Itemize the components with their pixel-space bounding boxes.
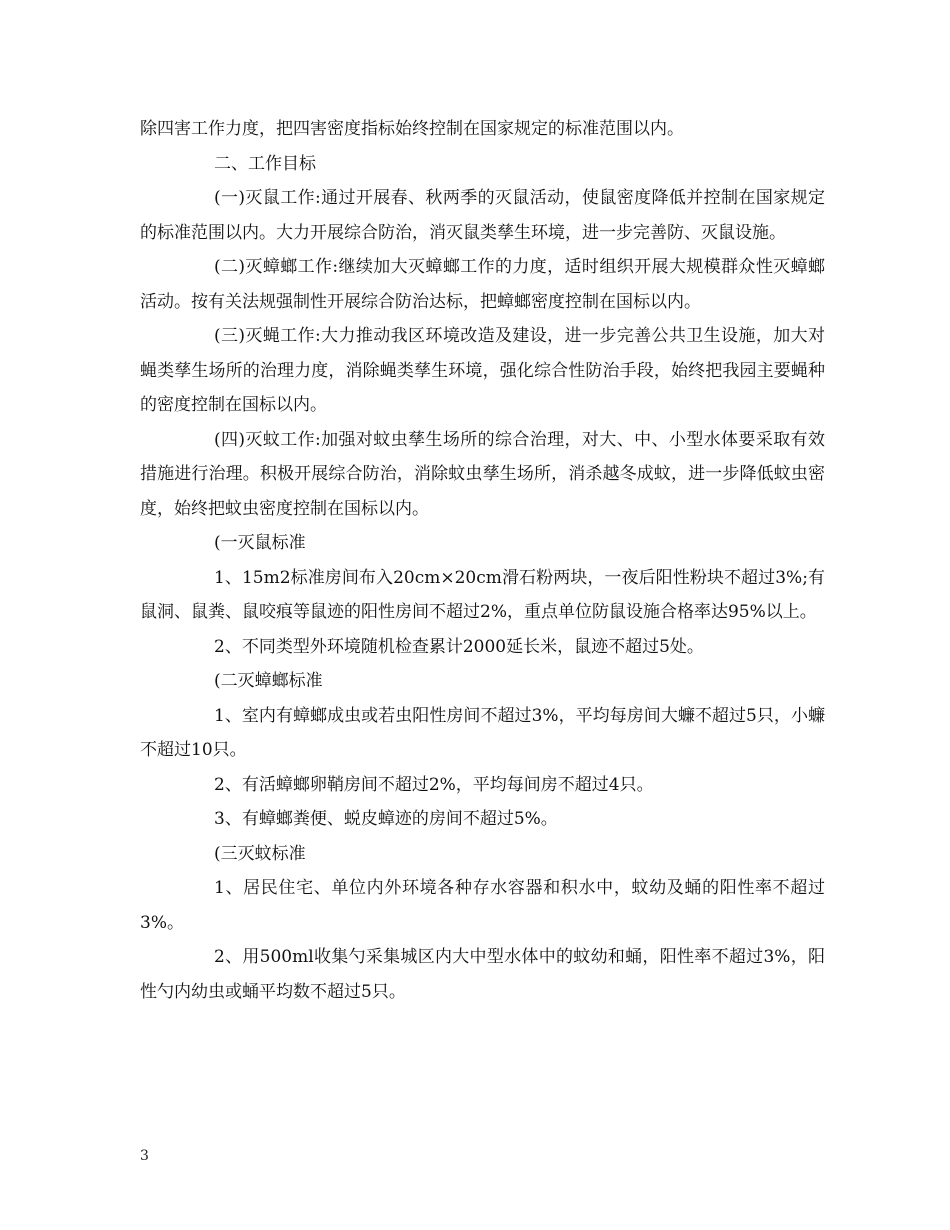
- list-item-cockroach-standard-3: 3、有蟑螂粪便、蜕皮蟑迹的房间不超过5%。: [214, 809, 558, 829]
- list-item-mosquito-standard-2: 2、用500ml收集勺采集城区内大中型水体中的蚊幼和蛹，阳性率不超过3%，阳性勺内幼虫或蛹平均数不超过5只。: [140, 947, 825, 1002]
- page-number: 3: [140, 1148, 149, 1164]
- section-heading-work-goals: 二、工作目标: [214, 153, 316, 174]
- subheading-rodent-standard: (一灭鼠标准: [214, 533, 306, 553]
- paragraph-continuation: 除四害工作力度，把四害密度指标始终控制在国家规定的标准范围以内。: [140, 119, 684, 139]
- list-item-rodent-standard-1: 1、15m2标准房间布入20cm×20cm滑石粉两块，一夜后阳性粉块不超过3%;有鼠洞、鼠粪、鼠咬痕等鼠迹的阳性房间不超过2%，重点单位防鼠设施合格率达95%以上。: [140, 567, 825, 622]
- document-body: [140, 112, 825, 1009]
- subheading-cockroach-standard: (二灭蟑螂标准: [214, 671, 323, 691]
- paragraph-cockroach-control: (二)灭蟑螂工作:继续加大灭蟑螂工作的力度，适时组织开展大规模群众性灭蟑螂活动。按有关法规强制性开展综合防治达标，把蟑螂密度控制在国标以内。: [140, 257, 825, 312]
- paragraph-mosquito-control: (四)灭蚊工作:加强对蚊虫孳生场所的综合治理，对大、中、小型水体要采取有效措施进行治理。积极开展综合防治，消除蚊虫孳生场所，消杀越冬成蚊，进一步降低蚊虫密度，始终把蚊虫密度控制在国标以内。: [140, 429, 825, 519]
- list-item-mosquito-standard-1: 1、居民住宅、单位内外环境各种存水容器和积水中，蚊幼及蛹的阳性率不超过3%。: [140, 878, 825, 933]
- paragraph-fly-control: (三)灭蝇工作:大力推动我区环境改造及建设，进一步完善公共卫生设施，加大对蝇类孳生场所的治理力度，消除蝇类孳生环境，强化综合性防治手段，始终把我园主要蝇种的密度控制在国标以内。: [140, 326, 825, 415]
- list-item-cockroach-standard-1: 1、室内有蟑螂成虫或若虫阳性房间不超过3%，平均每房间大蠊不超过5只，小蠊不超过10只。: [140, 705, 825, 760]
- subheading-mosquito-standard: (三灭蚊标准: [214, 843, 306, 864]
- paragraph-rodent-control: (一)灭鼠工作:通过开展春、秋两季的灭鼠活动，使鼠密度降低并控制在国家规定的标准范围以内。大力开展综合防治，消灭鼠类孳生环境，进一步完善防、灭鼠设施。: [140, 188, 825, 243]
- list-item-rodent-standard-2: 2、不同类型外环境随机检查累计2000延长米，鼠迹不超过5处。: [214, 636, 704, 657]
- list-item-cockroach-standard-2: 2、有活蟑螂卵鞘房间不超过2%，平均每间房不超过4只。: [214, 774, 654, 795]
